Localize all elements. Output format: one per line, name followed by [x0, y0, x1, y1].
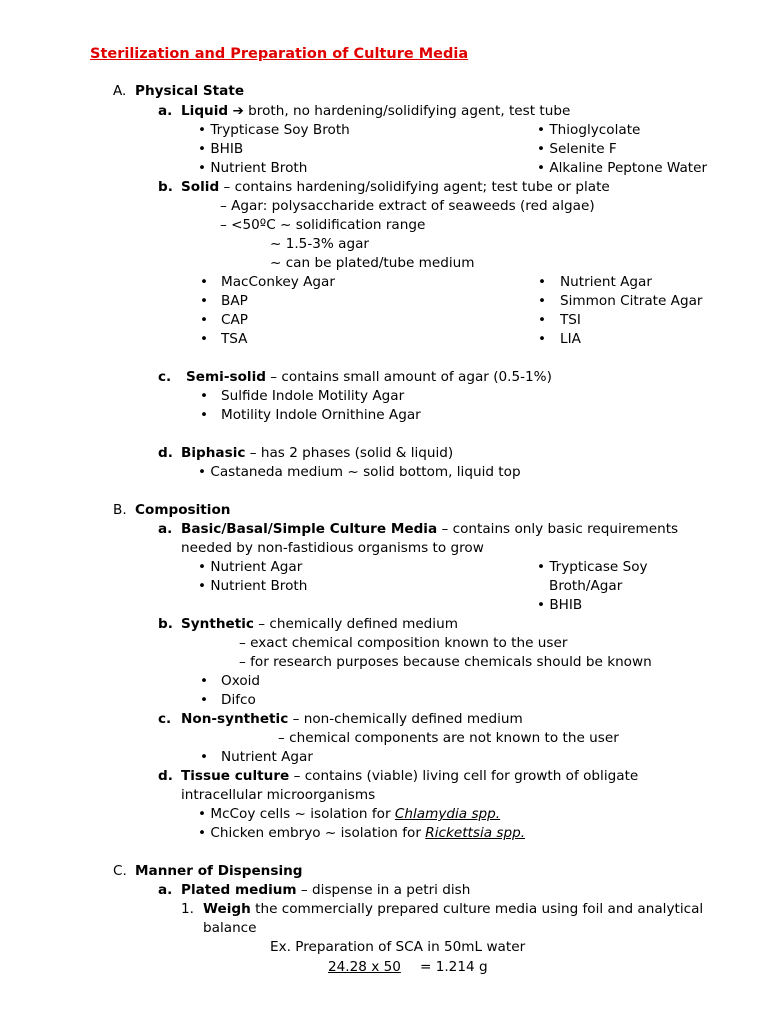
list-item: TSA: [221, 331, 248, 347]
bullet-icon: •: [200, 749, 209, 765]
synthetic-marker: b.: [158, 616, 173, 632]
bullet-icon: •: [200, 331, 209, 347]
page-title: Sterilization and Preparation of Culture Media: [90, 46, 469, 62]
bullet-icon: •: [538, 331, 547, 347]
basic-line-2: needed by non-fastidious organisms to grow: [181, 540, 484, 556]
list-item: TSI: [560, 312, 581, 328]
list-item: Motility Indole Ornithine Agar: [221, 407, 421, 423]
list-item: • Selenite F: [537, 141, 617, 157]
section-c-heading: Manner of Dispensing: [135, 863, 303, 879]
section-b-heading: Composition: [135, 502, 231, 518]
tissue-culture-line-2: intracellular microorganisms: [181, 787, 376, 803]
plated-marker: a.: [158, 882, 173, 898]
bullet-icon: •: [200, 312, 209, 328]
list-item: Broth/Agar: [549, 578, 623, 594]
list-item: • McCoy cells ~ isolation for Chlamydia spp.: [198, 806, 501, 822]
solid-line: Solid – contains hardening/solidifying agent; test tube or plate: [181, 179, 610, 195]
bullet-icon: •: [538, 274, 547, 290]
list-item: • Castaneda medium ~ solid bottom, liquid top: [198, 464, 521, 480]
section-c-marker: C.: [113, 863, 127, 879]
list-item: • Nutrient Broth: [198, 160, 308, 176]
bullet-icon: •: [200, 274, 209, 290]
basic-marker: a.: [158, 521, 173, 537]
synthetic-line: Synthetic – chemically defined medium: [181, 616, 458, 632]
list-item: MacConkey Agar: [221, 274, 335, 290]
biphasic-line: Biphasic – has 2 phases (solid & liquid): [181, 445, 454, 461]
section-a-marker: A.: [113, 83, 127, 99]
tissue-culture-line: Tissue culture – contains (viable) living cell for growth of obligate: [181, 768, 639, 784]
solid-sub-line: ~ can be plated/tube medium: [270, 255, 475, 271]
solid-sub-line: – Agar: polysaccharide extract of seaweeds (red algae): [220, 198, 595, 214]
list-item: Sulfide Indole Motility Agar: [221, 388, 405, 404]
bullet-icon: •: [538, 312, 547, 328]
biphasic-marker: d.: [158, 445, 173, 461]
bullet-icon: •: [200, 407, 209, 423]
list-item: Nutrient Agar: [221, 749, 313, 765]
list-item: • Chicken embryo ~ isolation for Rickettsia spp.: [198, 825, 526, 841]
solid-marker: b.: [158, 179, 173, 195]
bullet-icon: •: [200, 673, 209, 689]
calculation-numerator: 24.28 x 50: [328, 959, 401, 975]
non-synthetic-sub-line: – chemical components are not known to the user: [278, 730, 619, 746]
step-1-line: Weigh the commercially prepared culture media using foil and analytical: [203, 901, 704, 917]
section-a-heading: Physical State: [135, 83, 245, 99]
step-1-marker: 1.: [181, 901, 194, 917]
non-synthetic-line: Non-synthetic – non-chemically defined medium: [181, 711, 523, 727]
basic-line: Basic/Basal/Simple Culture Media – contains only basic requirements: [181, 521, 679, 537]
synthetic-sub-line: – exact chemical composition known to the user: [239, 635, 568, 651]
liquid-line: Liquid ➔ broth, no hardening/solidifying agent, test tube: [181, 103, 571, 119]
list-item: • BHIB: [537, 597, 583, 613]
list-item: Difco: [221, 692, 256, 708]
list-item: • BHIB: [198, 141, 244, 157]
list-item: • Nutrient Agar: [198, 559, 303, 575]
example-line: Ex. Preparation of SCA in 50mL water: [270, 939, 526, 955]
solid-sub-line: – <50ºC ~ solidification range: [220, 217, 426, 233]
list-item: • Thioglycolate: [537, 122, 641, 138]
semi-solid-marker: c.: [158, 369, 172, 385]
calculation-result: = 1.214 g: [420, 959, 488, 975]
arrow-right-icon: ➔: [232, 103, 244, 119]
list-item: Oxoid: [221, 673, 261, 689]
non-synthetic-marker: c.: [158, 711, 172, 727]
step-1-line-2: balance: [203, 920, 257, 936]
list-item: • Nutrient Broth: [198, 578, 308, 594]
bullet-icon: •: [200, 293, 209, 309]
list-item: • Trypticase Soy: [537, 559, 648, 575]
list-item: BAP: [221, 293, 248, 309]
bullet-icon: •: [200, 692, 209, 708]
list-item: Nutrient Agar: [560, 274, 652, 290]
bullet-icon: •: [200, 388, 209, 404]
tissue-culture-marker: d.: [158, 768, 173, 784]
list-item: • Alkaline Peptone Water: [537, 160, 708, 176]
list-item: • Trypticase Soy Broth: [198, 122, 350, 138]
liquid-marker: a.: [158, 103, 173, 119]
list-item: LIA: [560, 331, 581, 347]
bullet-icon: •: [538, 293, 547, 309]
list-item: CAP: [221, 312, 248, 328]
synthetic-sub-line: – for research purposes because chemicals should be known: [239, 654, 652, 670]
semi-solid-line: Semi-solid – contains small amount of agar (0.5-1%): [186, 369, 552, 385]
list-item: Simmon Citrate Agar: [560, 293, 703, 309]
solid-sub-line: ~ 1.5-3% agar: [270, 236, 369, 252]
plated-line: Plated medium – dispense in a petri dish: [181, 882, 471, 898]
section-b-marker: B.: [113, 502, 127, 518]
